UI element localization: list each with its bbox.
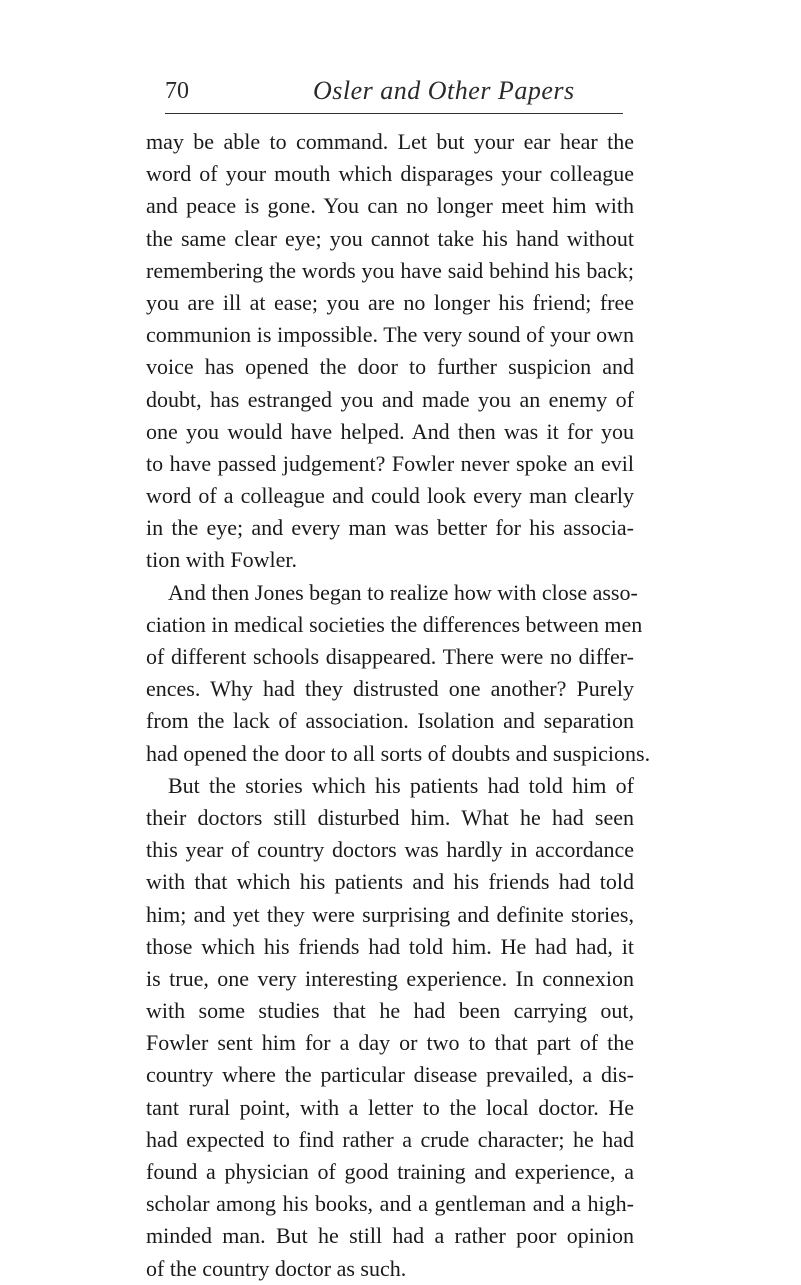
text-line: the same clear eye; you cannot take his hand without xyxy=(146,225,634,251)
text-line: had expected to find rather a crude character; he had xyxy=(146,1126,634,1152)
text-line: remembering the words you have said behind his back; xyxy=(146,257,634,283)
running-title: Osler and Other Papers xyxy=(313,76,575,105)
text-line: scholar among his books, and a gentleman and a high- xyxy=(146,1191,634,1217)
text-line: one you would have helped. And then was it for you xyxy=(146,418,634,444)
text-line: country where the particular disease prevailed, a dis- xyxy=(146,1062,634,1088)
text-line: him; and yet they were surprising and definite stories, xyxy=(146,901,634,927)
text-line: ciation in medical societies the differences between men xyxy=(146,611,643,637)
text-line: of the country doctor as such. xyxy=(146,1255,407,1281)
text-line: may be able to command. Let but your ear hear the xyxy=(146,129,634,154)
text-line: voice has opened the door to further suspicion and xyxy=(146,354,634,380)
text-line: But the stories which his patients had told him of xyxy=(168,772,634,798)
text-line: and peace is gone. You can no longer meet him with xyxy=(146,193,634,219)
text-line: tion with Fowler. xyxy=(146,547,297,573)
body-text xyxy=(146,126,651,1285)
running-head xyxy=(165,76,625,112)
text-line: to have passed judgement? Fowler never spoke an evil xyxy=(146,450,634,476)
text-line: this year of country doctors was hardly in accordance xyxy=(146,837,634,863)
header-rule xyxy=(165,113,623,114)
text-line: found a physician of good training and experience, a xyxy=(146,1159,634,1184)
text-line: communion is impossible. The very sound of your own xyxy=(146,322,634,348)
page-number: 70 xyxy=(165,78,189,104)
text-line: word of a colleague and could look every man clearly xyxy=(146,483,634,509)
text-line: had opened the door to all sorts of doubts and suspicions. xyxy=(146,740,651,766)
text-line: Fowler sent him for a day or two to that part of the xyxy=(146,1030,634,1056)
text-line: those which his friends had told him. He had had, it xyxy=(146,933,634,959)
text-line: minded man. But he still had a rather poor opinion xyxy=(146,1223,634,1249)
text-line: their doctors still disturbed him. What he had seen xyxy=(146,804,634,830)
text-line: of different schools disappeared. There were no differ- xyxy=(146,644,634,669)
text-line: tant rural point, with a letter to the local doctor. He xyxy=(146,1094,634,1120)
text-line: from the lack of association. Isolation and separation xyxy=(146,708,634,734)
text-line: ences. Why had they distrusted one another? Purely xyxy=(146,676,634,702)
text-line: And then Jones began to realize how with close asso- xyxy=(168,579,638,605)
text-line: in the eye; and every man was better for his associa- xyxy=(146,515,634,541)
text-line: you are ill at ease; you are no longer his friend; free xyxy=(146,289,634,315)
text-line: word of your mouth which disparages your colleague xyxy=(146,161,634,187)
text-line: with some studies that he had been carrying out, xyxy=(146,998,634,1024)
text-line: doubt, has estranged you and made you an enemy of xyxy=(146,386,634,412)
text-line: is true, one very interesting experience. In connexion xyxy=(146,965,634,991)
text-line: with that which his patients and his friends had told xyxy=(146,869,634,895)
